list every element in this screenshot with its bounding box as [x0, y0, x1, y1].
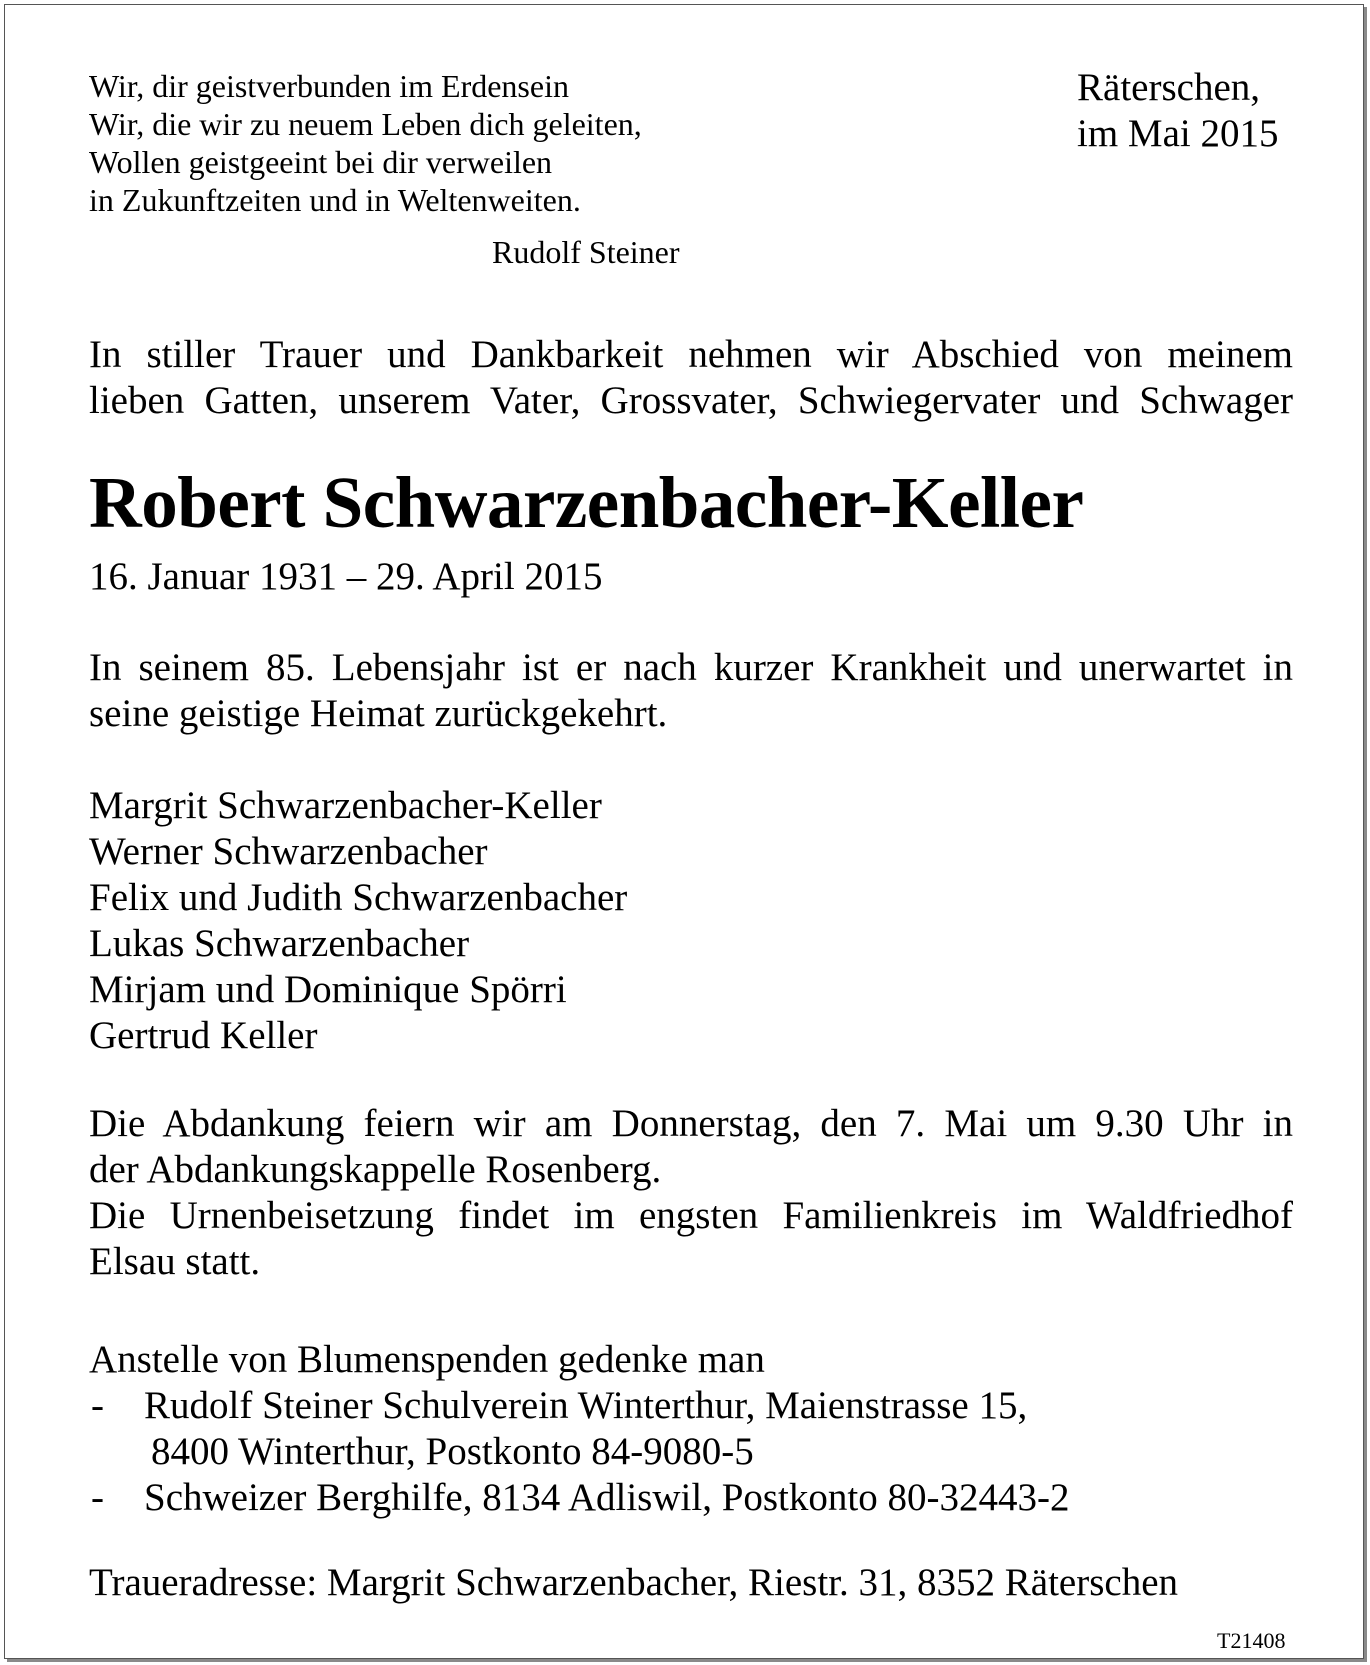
obituary-frame	[4, 4, 1364, 1659]
donation-text-continued: 8400 Winterthur, Postkonto 84-9080-5	[151, 1430, 754, 1473]
ceremony-line: Elsau statt.	[89, 1240, 261, 1283]
deceased-name: Robert Schwarzenbacher-Keller	[89, 462, 1084, 543]
list-dash: -	[91, 1384, 104, 1427]
intro-line: In stiller Trauer und Dankbarkeit nehmen wir Abschied von meinem	[89, 333, 1293, 376]
ceremony-paragraph	[89, 1101, 1293, 1285]
poem-line: Wollen geistgeeint bei dir verweilen	[89, 144, 553, 180]
family-list	[89, 783, 627, 1059]
ceremony-line: der Abdankungskappelle Rosenberg.	[89, 1148, 662, 1191]
intro-line: lieben Gatten, unserem Vater, Grossvater, Schwiegervater und Schwager	[89, 379, 1293, 422]
poem-line: in Zukunftzeiten und in Weltenweiten.	[89, 182, 581, 218]
donations-intro: Anstelle von Blumenspenden gedenke man	[89, 1338, 765, 1381]
place-date	[1077, 65, 1297, 157]
donations-section	[89, 1337, 1293, 1521]
poem	[89, 67, 729, 219]
poem-author: Rudolf Steiner	[492, 234, 680, 270]
family-member: Gertrud Keller	[89, 1014, 318, 1057]
donation-item	[89, 1383, 1293, 1429]
family-member: Mirjam und Dominique Spörri	[89, 968, 567, 1011]
place: Räterschen,	[1077, 66, 1261, 109]
date: im Mai 2015	[1077, 112, 1279, 155]
list-dash: -	[91, 1476, 104, 1519]
life-dates: 16. Januar 1931 – 29. April 2015	[89, 555, 603, 598]
passing-line: In seinem 85. Lebensjahr ist er nach kurzer Krankheit und unerwartet in	[89, 646, 1293, 689]
reference-code: T21408	[1217, 1628, 1286, 1653]
family-member: Lukas Schwarzenbacher	[89, 922, 470, 965]
donation-text: Schweizer Berghilfe, 8134 Adliswil, Postkonto 80-32443-2	[144, 1476, 1070, 1519]
family-member: Werner Schwarzenbacher	[89, 830, 488, 873]
ceremony-line: Die Urnenbeisetzung findet im engsten Familienkreis im Waldfriedhof	[89, 1194, 1293, 1237]
passing-paragraph	[89, 645, 1293, 737]
donation-text: Rudolf Steiner Schulverein Winterthur, Maienstrasse 15,	[144, 1384, 1028, 1427]
family-member: Margrit Schwarzenbacher-Keller	[89, 784, 602, 827]
passing-line: seine geistige Heimat zurückgekehrt.	[89, 692, 668, 735]
mourning-address: Traueradresse: Margrit Schwarzenbacher, Riestr. 31, 8352 Räterschen	[89, 1561, 1179, 1604]
intro-paragraph	[89, 332, 1293, 424]
family-member: Felix und Judith Schwarzenbacher	[89, 876, 628, 919]
poem-line: Wir, die wir zu neuem Leben dich geleiten,	[89, 106, 642, 142]
poem-line: Wir, dir geistverbunden im Erdensein	[89, 68, 569, 104]
donation-item	[89, 1475, 1293, 1521]
ceremony-line: Die Abdankung feiern wir am Donnerstag, den 7. Mai um 9.30 Uhr in	[89, 1102, 1293, 1145]
